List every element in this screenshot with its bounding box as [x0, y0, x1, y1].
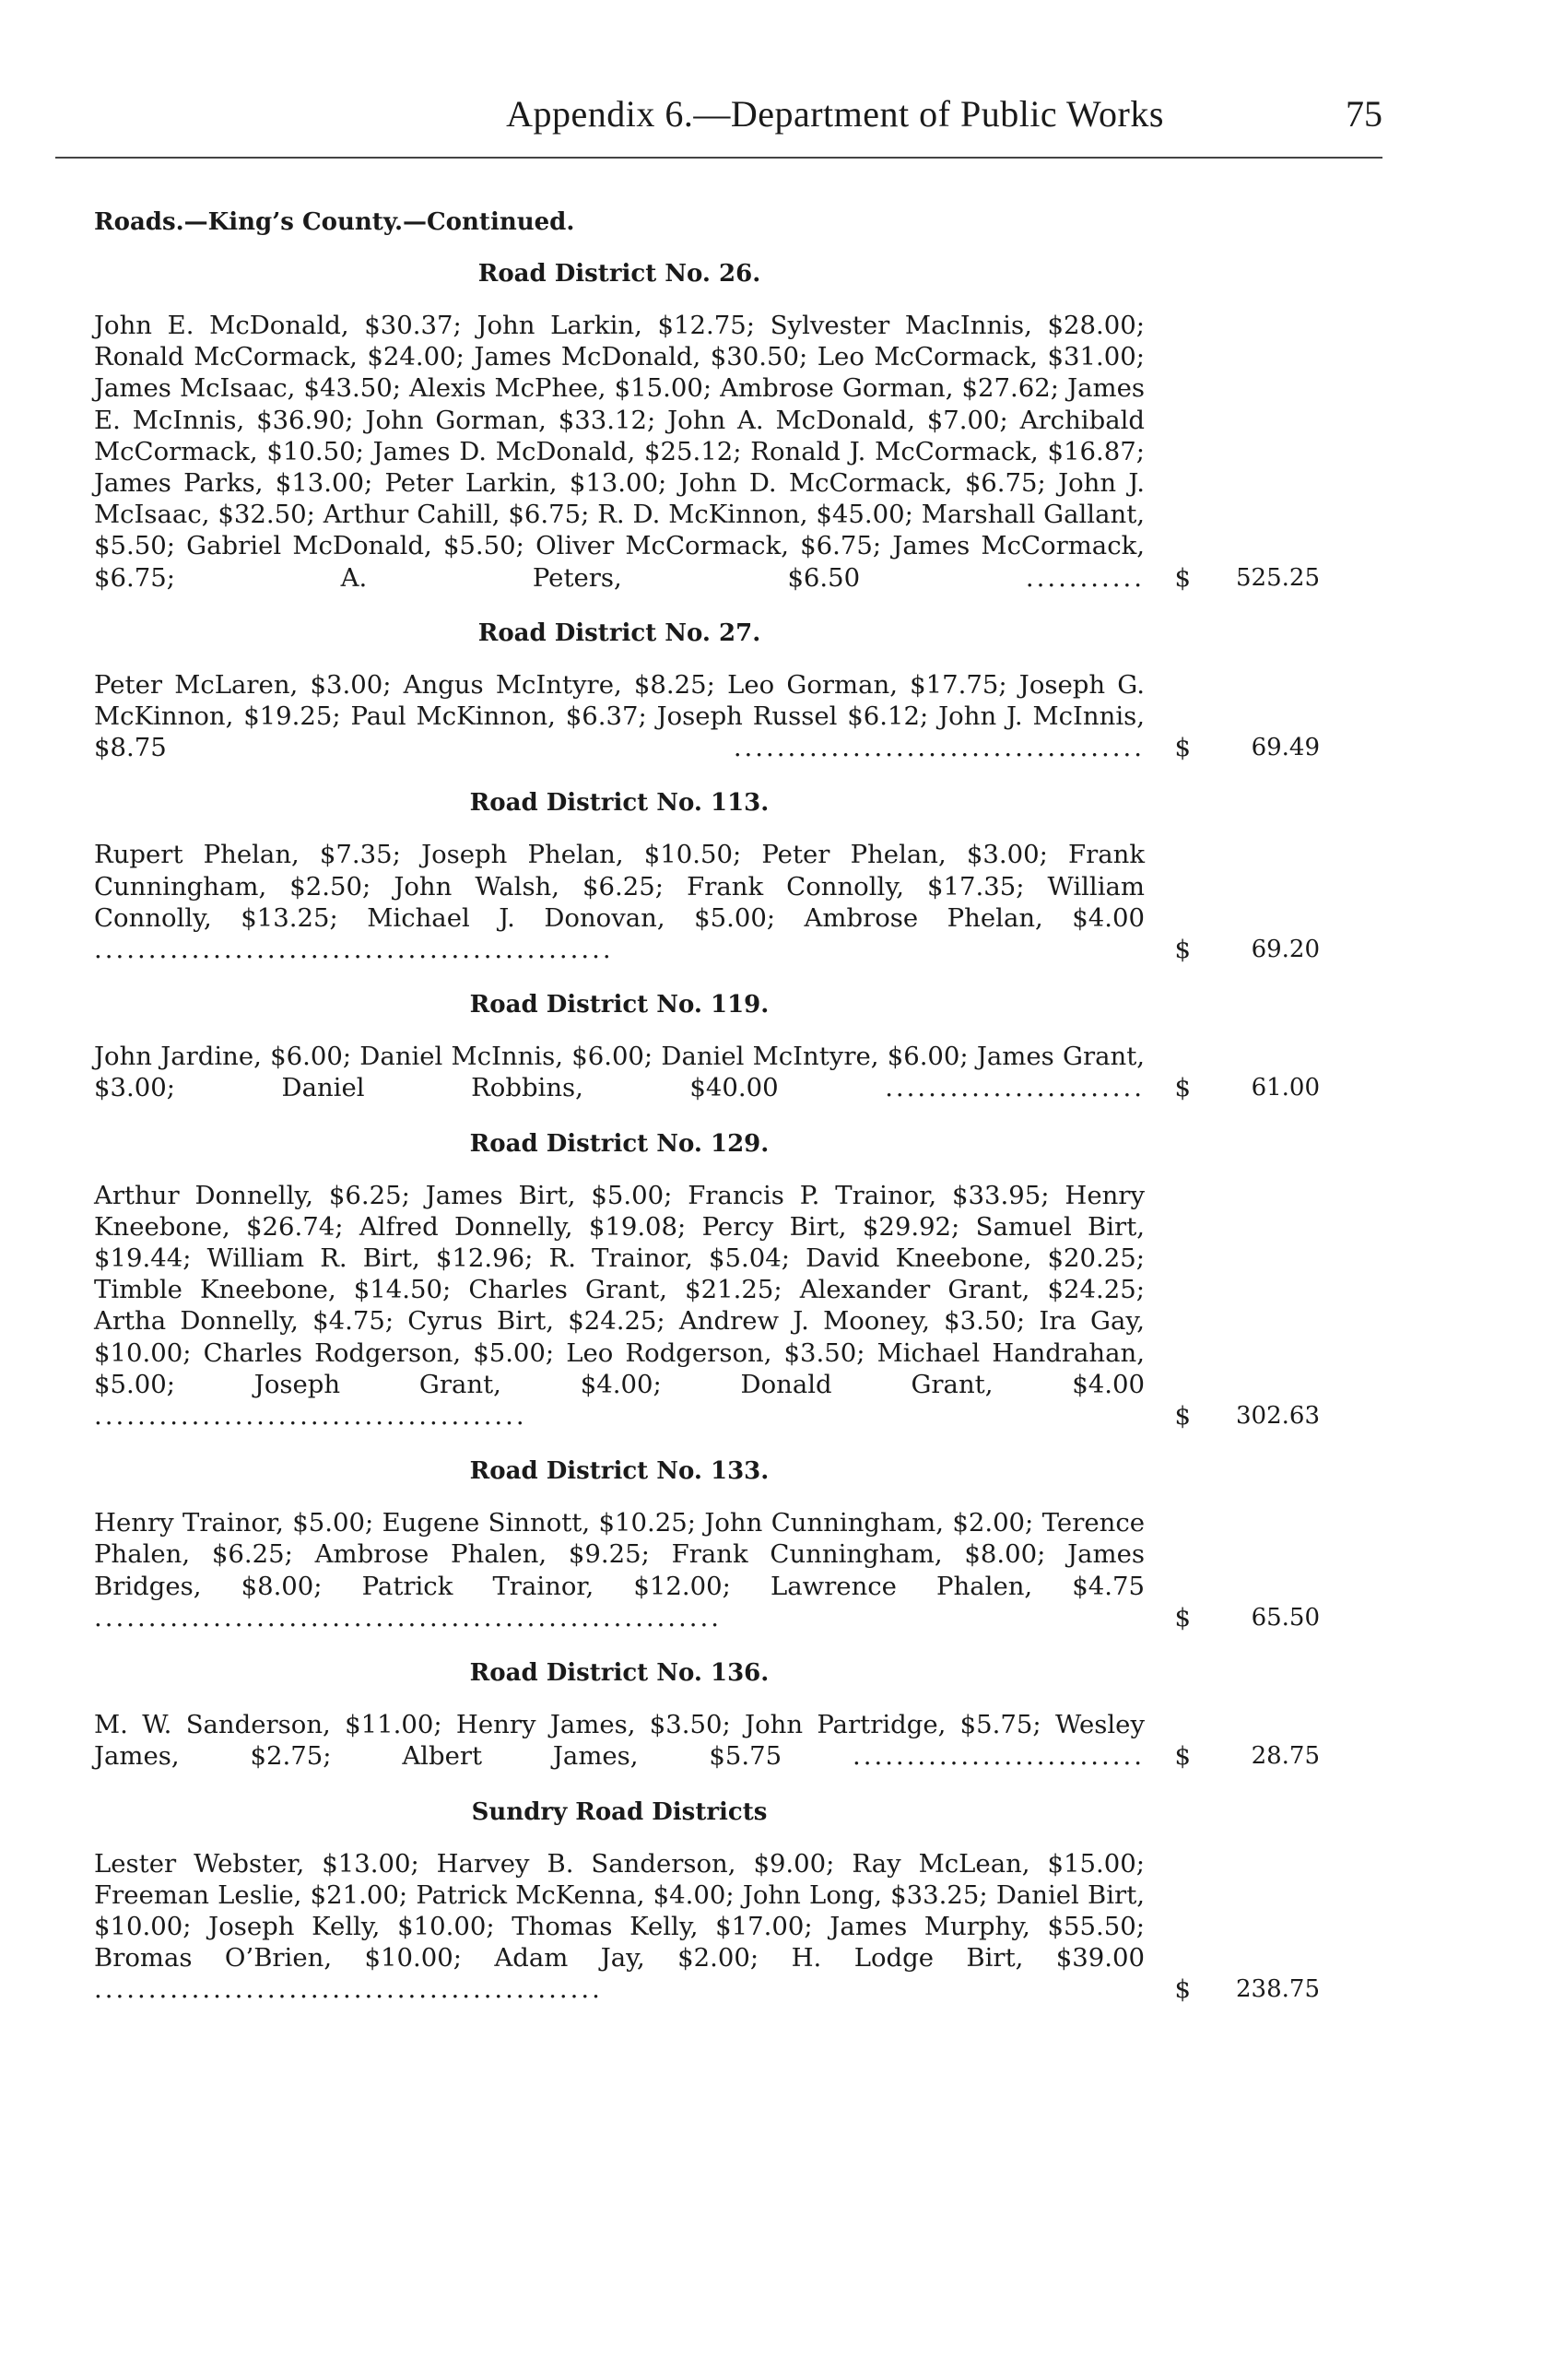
dollar-sign: $ — [1174, 562, 1191, 593]
district-total: 525.25 — [1236, 563, 1320, 592]
dollar-sign: $ — [1174, 1602, 1191, 1632]
district-block-113 — [94, 789, 1320, 965]
district-block-26 — [94, 260, 1320, 594]
district-title: Road District No. 119. — [469, 991, 770, 1019]
dot-leader: ................................................ — [94, 935, 614, 965]
district-total: 61.00 — [1251, 1074, 1320, 1102]
district-payees-text — [94, 1848, 1145, 2006]
district-payees-text — [94, 1041, 1145, 1103]
district-entry — [94, 1848, 1320, 2006]
dot-leader: ...................................... — [733, 733, 1145, 763]
district-payees-text — [94, 1507, 1145, 1633]
district-block-sundry — [94, 1798, 1320, 2006]
district-payees-text — [94, 310, 1145, 594]
section-heading: Roads.—King’s County.—Continued. — [94, 208, 575, 236]
dot-leader: ........... — [1025, 562, 1145, 593]
dollar-sign: $ — [1174, 1741, 1191, 1772]
payees-list: Henry Trainor, $5.00; Eugene Sinnott, $10.25; John Cunningham, $2.00; Terence Phalen, $6.25; Ambrose Phalen, $9.25; Frank Cunningham, $8.00; James Bridges, $8.00; Patrick Trainor, $12.00; Lawrence Phalen, $4.75 — [94, 1508, 1145, 1601]
district-block-129 — [94, 1130, 1320, 1432]
payees-list: Lester Webster, $13.00; Harvey B. Sanderson, $9.00; Ray McLean, $15.00; Freeman Leslie, $21.00; Patrick McKenna, $4.00; John Long, $33.25; Daniel Birt, $10.00; Joseph Kelly, $10.00; Thomas Kelly, $17.00; James Murphy, $55.50; Bromas O’Brien, $10.00; Adam Jay, $2.00; H. Lodge Birt, $39.00 — [94, 1848, 1145, 1974]
payees-list: John Jardine, $6.00; Daniel McInnis, $6.00; Daniel McIntyre, $6.00; James Grant, $3.00; Daniel Robbins, $40.00 — [94, 1042, 1145, 1103]
dollar-sign: $ — [1174, 733, 1191, 763]
district-entry — [94, 1041, 1320, 1103]
district-payees-text — [94, 839, 1145, 965]
running-header-title: Appendix 6.—Department of Public Works — [506, 93, 1164, 135]
payees-list: Peter McLaren, $3.00; Angus McIntyre, $8.25; Leo Gorman, $17.75; Joseph G. McKinnon, $19.25; Paul McKinnon, $6.37; Joseph Russel $6.12; John J. McInnis, $8.75 — [94, 669, 1145, 763]
district-total: 28.75 — [1251, 1742, 1320, 1771]
district-title: Road District No. 27. — [477, 619, 761, 647]
district-entry — [94, 310, 1320, 594]
district-title: Road District No. 133. — [469, 1457, 770, 1486]
dot-leader: ........................................ — [94, 1401, 527, 1432]
district-payees-text — [94, 669, 1145, 764]
district-title: Sundry Road Districts — [471, 1797, 768, 1826]
district-entry — [94, 1709, 1320, 1772]
district-total: 69.49 — [1251, 734, 1320, 762]
district-entry — [94, 1180, 1320, 1432]
dot-leader: .......................................................... — [94, 1602, 723, 1632]
dot-leader: ........................... — [852, 1741, 1145, 1772]
district-total: 69.20 — [1251, 936, 1320, 964]
district-entry — [94, 1507, 1320, 1633]
district-title: Road District No. 113. — [469, 789, 770, 818]
dot-leader: ............................................... — [94, 1974, 603, 2005]
district-block-119 — [94, 991, 1320, 1103]
district-title: Road District No. 136. — [469, 1659, 770, 1688]
payees-list: M. W. Sanderson, $11.00; Henry James, $3.50; John Partridge, $5.75; Wesley James, $2.75; Albert James, $5.75 — [94, 1710, 1145, 1772]
district-total: 302.63 — [1236, 1402, 1320, 1431]
dollar-sign: $ — [1174, 1073, 1191, 1103]
district-title: Road District No. 26. — [477, 260, 761, 288]
district-total: 238.75 — [1236, 1975, 1320, 2004]
payees-list: Arthur Donnelly, $6.25; James Birt, $5.00; Francis P. Trainor, $33.95; Henry Kneebone, $26.74; Alfred Donnelly, $19.08; Percy Birt, $29.92; Samuel Birt, $19.44; William R. Birt, $12.96; R. Trainor, $5.04; David Kneebone, $20.25; Timble Kneebone, $14.50; Charles Grant, $21.25; Alexander Grant, $24.25; Artha Donnelly, $4.75; Cyrus Birt, $24.25; Andrew J. Mooney, $3.50; Ira Gay, $10.00; Charles Rodgerson, $5.00; Leo Rodgerson, $3.50; Michael Handrahan, $5.00; Joseph Grant, $4.00; Donald Grant, $4.00 — [94, 1180, 1145, 1399]
district-title: Road District No. 129. — [469, 1129, 770, 1158]
district-entry — [94, 839, 1320, 965]
district-payees-text — [94, 1709, 1145, 1772]
district-payees-text — [94, 1180, 1145, 1432]
district-total: 65.50 — [1251, 1603, 1320, 1632]
dot-leader: ........................ — [885, 1073, 1145, 1103]
district-entry — [94, 669, 1320, 764]
districts-list — [94, 251, 1320, 2006]
header-rule — [55, 157, 1382, 159]
payees-list: John E. McDonald, $30.37; John Larkin, $12.75; Sylvester MacInnis, $28.00; Ronald McCormack, $24.00; James McDonald, $30.50; Leo McCormack, $31.00; James McIsaac, $43.50; Alexis McPhee, $15.00; Ambrose Gorman, $27.62; James E. McInnis, $36.90; John Gorman, $33.12; John A. McDonald, $7.00; Archibald McCormack, $10.50; James D. McDonald, $25.12; Ronald J. McCormack, $16.87; James Parks, $13.00; Peter Larkin, $13.00; John D. McCormack, $6.75; John J. McIsaac, $32.50; Arthur Cahill, $6.75; R. D. McKinnon, $45.00; Marshall Gallant, $5.50; Gabriel McDonald, $5.50; Oliver McCormack, $6.75; James McCormack, $6.75; A. Peters, $6.50 — [94, 311, 1145, 593]
dollar-sign: $ — [1174, 935, 1191, 965]
dollar-sign: $ — [1174, 1401, 1191, 1432]
district-block-136 — [94, 1659, 1320, 1772]
payees-list: Rupert Phelan, $7.35; Joseph Phelan, $10.50; Peter Phelan, $3.00; Frank Cunningham, $2.50; John Walsh, $6.25; Frank Connolly, $17.35; William Connolly, $13.25; Michael J. Donovan, $5.00; Ambrose Phelan, $4.00 — [94, 840, 1145, 933]
district-block-27 — [94, 619, 1320, 764]
page-number: 75 — [1346, 93, 1382, 135]
dollar-sign: $ — [1174, 1974, 1191, 2005]
district-block-133 — [94, 1457, 1320, 1633]
